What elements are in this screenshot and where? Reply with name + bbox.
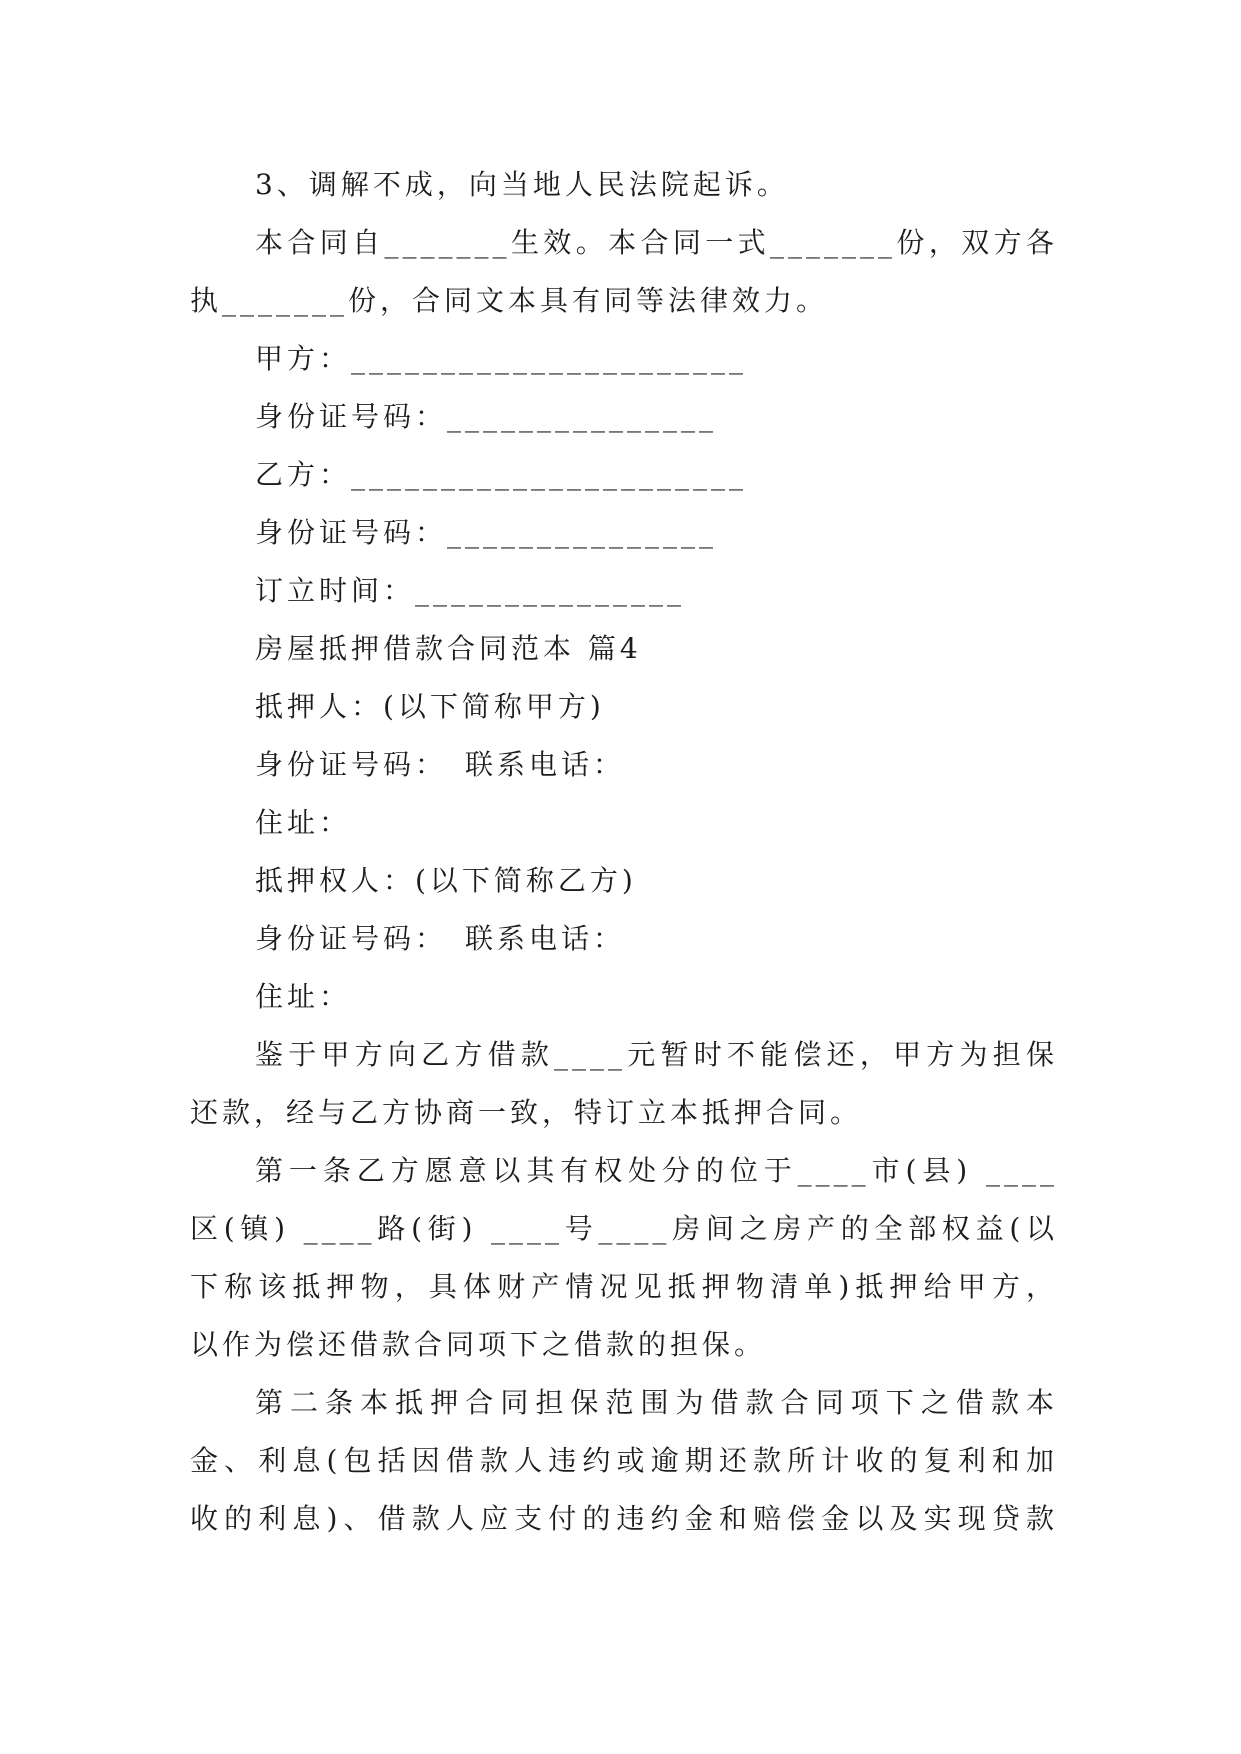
clause-mediation-failure: 3、调解不成，向当地人民法院起诉。 [255, 168, 789, 201]
party-a-id-number: 身份证号码：_______________ [255, 400, 718, 433]
article-1-line-3: 下称该抵押物，具体财产情况见抵押物清单)抵押给甲方， [190, 1270, 1058, 1303]
party-b-id-number: 身份证号码：_______________ [255, 516, 718, 549]
mortgagor-label: 抵押人：(以下简称甲方) [255, 690, 605, 723]
article-1-line-2: 区(镇) ____路(街) ____号____房间之房产的全部权益(以 [190, 1212, 1058, 1245]
signing-date: 订立时间：_______________ [255, 574, 686, 607]
mortgagee-id-phone: 身份证号码： 联系电话： [255, 922, 626, 955]
party-b-signature: 乙方：______________________ [255, 458, 748, 491]
mortgagee-address: 住址： [255, 980, 352, 1013]
preamble-line-2: 还款，经与乙方协商一致，特订立本抵押合同。 [190, 1096, 863, 1129]
mortgagor-id-phone: 身份证号码： 联系电话： [255, 748, 626, 781]
article-2-line-1: 第二条本抵押合同担保范围为借款合同项下之借款本 [255, 1386, 1058, 1419]
article-2-line-3: 收的利息)、借款人应支付的违约金和赔偿金以及实现贷款 [190, 1502, 1058, 1535]
party-a-signature: 甲方：______________________ [255, 342, 748, 375]
mortgagee-label: 抵押权人：(以下简称乙方) [255, 864, 637, 897]
preamble-line-1: 鉴于甲方向乙方借款____元暂时不能偿还，甲方为担保 [255, 1038, 1058, 1071]
contract-effect-line-1: 本合同自_______生效。本合同一式_______份，双方各 [255, 226, 1058, 259]
article-1-line-1: 第一条乙方愿意以其有权处分的位于____市(县) ____ [255, 1154, 1058, 1187]
mortgagor-address: 住址： [255, 806, 352, 839]
document-page [190, 156, 1058, 1548]
article-2-line-2: 金、利息(包括因借款人违约或逾期还款所计收的复利和加 [190, 1444, 1058, 1477]
section-heading: 房屋抵押借款合同范本 篇4 [255, 632, 642, 665]
contract-effect-line-2: 执_______份，合同文本具有同等法律效力。 [190, 284, 829, 317]
article-1-line-4: 以作为偿还借款合同项下之借款的担保。 [190, 1328, 767, 1361]
